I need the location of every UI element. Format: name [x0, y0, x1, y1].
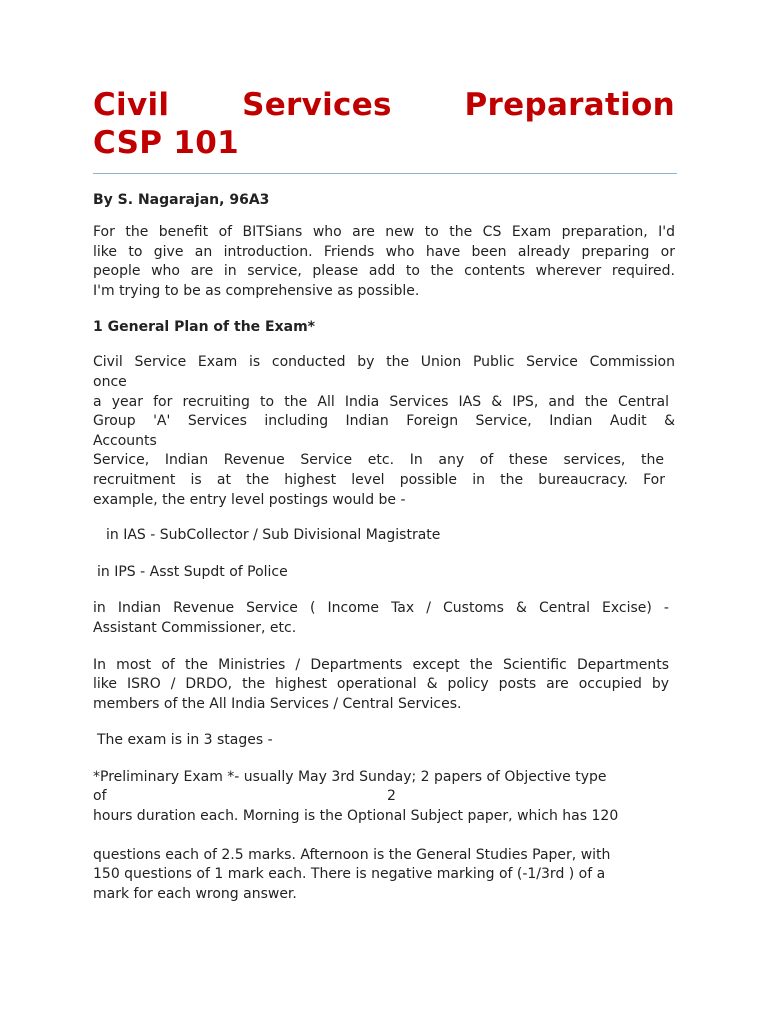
prelims-line: mark for each wrong answer.: [93, 885, 297, 902]
intro-paragraph: [93, 223, 675, 301]
intro-line: I'm trying to be as comprehensive as possible.: [93, 282, 420, 299]
ministries-line: members of the All India Services / Central Services.: [93, 695, 462, 712]
posting-ips: in IPS - Asst Supdt of Police: [97, 563, 288, 580]
section-heading: 1 General Plan of the Exam*: [93, 319, 315, 336]
title-word-civil: Civil: [93, 87, 170, 123]
title-word-preparation: Preparation: [464, 87, 675, 123]
plan-line: Service, Indian Revenue Service etc. In any of these services, the: [93, 452, 664, 469]
plan-line: example, the entry level postings would be -: [93, 491, 406, 508]
plan-line: Civil Service Exam is conducted by the Union Public Service Commission: [93, 354, 675, 371]
intro-line: For the benefit of BITSians who are new to the CS Exam preparation, I'd: [93, 224, 675, 240]
document-title: [93, 86, 675, 162]
ministries-paragraph: [93, 656, 675, 715]
title-word-services: Services: [242, 87, 392, 123]
posting-irs: [93, 599, 675, 638]
ministries-line: like ISRO / DRDO, the highest operational & policy posts are occupied by: [93, 676, 669, 693]
prelims-line: *Preliminary Exam *- usually May 3rd Sunday; 2 papers of Objective type: [93, 768, 607, 785]
title-line-2: CSP 101: [93, 125, 239, 161]
intro-line: people who are in service, please add to the contents wherever required.: [93, 263, 675, 280]
author-byline: By S. Nagarajan, 96A3: [93, 192, 270, 208]
prelims-line: hours duration each. Morning is the Optional Subject paper, which has 120: [93, 808, 619, 825]
exam-plan-paragraph: [93, 353, 675, 510]
prelims-line: 150 questions of 1 mark each. There is negative marking of (-1/3rd ) of a: [93, 866, 606, 883]
intro-line: like to give an introduction. Friends who have been already preparing or: [93, 243, 675, 260]
stages-intro: The exam is in 3 stages -: [97, 732, 273, 749]
irs-line: Assistant Commissioner, etc.: [93, 619, 297, 636]
irs-line: in Indian Revenue Service ( Income Tax / Customs & Central Excise) -: [93, 600, 669, 617]
prelims-paragraph: [93, 768, 675, 905]
prelims-word-of: of: [93, 788, 107, 805]
posting-ias: in IAS - SubCollector / Sub Divisional Magistrate: [106, 527, 441, 544]
prelims-line: questions each of 2.5 marks. Afternoon is the General Studies Paper, with: [93, 846, 611, 863]
plan-line: a year for recruiting to the All India Services IAS & IPS, and the Central: [93, 393, 669, 410]
prelims-word-two: 2: [387, 788, 396, 805]
ministries-line: In most of the Ministries / Departments except the Scientific Departments: [93, 656, 669, 673]
plan-line: recruitment is at the highest level possible in the bureaucracy. For: [93, 471, 665, 488]
plan-line: Group 'A' Services including Indian Foreign Service, Indian Audit &: [93, 413, 675, 430]
plan-line: Accounts: [93, 432, 157, 449]
title-divider: [93, 173, 677, 174]
plan-line: once: [93, 373, 127, 390]
document-body: [93, 86, 675, 904]
title-line-1: [93, 86, 675, 124]
prelims-line-split: [93, 787, 675, 807]
